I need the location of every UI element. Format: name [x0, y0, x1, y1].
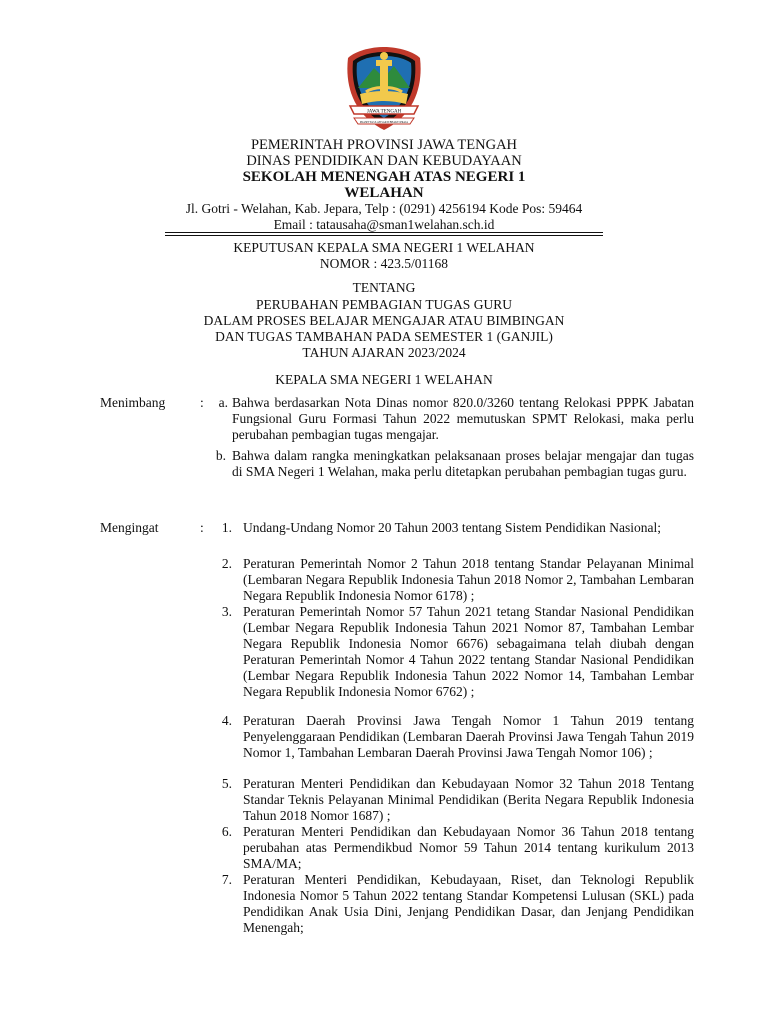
decree-heading	[0, 240, 768, 272]
menimbang-marker-b: b.	[215, 448, 226, 463]
mengingat-label: Mengingat	[100, 520, 159, 535]
letterhead-government: PEMERINTAH PROVINSI JAWA TENGAH	[250, 137, 518, 153]
mengingat-marker-2: 2.	[221, 556, 232, 571]
letterhead-town: WELAHAN	[344, 185, 424, 201]
decree-number: NOMOR : 423.5/01168	[319, 256, 449, 271]
mengingat-marker-5: 5.	[221, 776, 232, 791]
emblem-ribbon-text: JAWA TENGAH	[366, 109, 402, 115]
decree-subject-line-4: TAHUN AJARAN 2023/2024	[302, 345, 466, 360]
mengingat-marker-1: 1.	[221, 520, 232, 535]
menimbang-colon: :	[200, 395, 204, 410]
letterhead-divider-top	[165, 232, 603, 233]
decree-subject-line-2: DALAM PROSES BELAJAR MENGAJAR ATAU BIMBINGAN	[203, 313, 565, 328]
mengingat-marker-4: 4.	[221, 713, 232, 728]
mengingat-marker-3: 3.	[221, 604, 232, 619]
jawa-tengah-emblem-icon	[344, 44, 424, 132]
letterhead-department: DINAS PENDIDIKAN DAN KEBUDAYAAN	[246, 153, 522, 169]
mengingat-item-5: Peraturan Menteri Pendidikan dan Kebudayaan Nomor 32 Tahun 2018 Tentang Standar Teknis Pelayanan Minimal Pendidikan (Berita Negara Republik Indonesia Tahun 2018 Nomor 1687) ;	[243, 776, 694, 823]
letterhead-address: Jl. Gotri - Welahan, Kab. Jepara, Telp : (0291) 4256194 Kode Pos: 59464	[185, 201, 583, 216]
emblem-motto-text: PRASETYA ULAH SAKTI BHAKTI PRAJA	[359, 120, 409, 124]
menimbang-item-a: Bahwa berdasarkan Nota Dinas nomor 820.0/3260 tentang Relokasi PPPK Jabatan Fungsional Guru Formasi Tahun 2022 memutuskan SPMT Relokasi, maka perlu perubahan pembagian tugas mengajar.	[232, 395, 694, 442]
decree-subject-line-1: PERUBAHAN PEMBAGIAN TUGAS GURU	[256, 297, 512, 312]
letterhead-divider-bottom	[165, 235, 603, 236]
mengingat-item-4: Peraturan Daerah Provinsi Jawa Tengah Nomor 1 Tahun 2019 tentang Penyelenggaraan Pendidikan (Lembaran Daerah Provinsi Jawa Tengah Tahun 2019 Nomor 1, Tambahan Lembaran Daerah Provinsi Jawa Tengah Nomor 106) ;	[243, 713, 694, 760]
mengingat-item-6: Peraturan Menteri Pendidikan dan Kebudayaan Nomor 36 Tahun 2018 tentang perubahan atas Permendikbud Nomor 59 Tahun 2014 tentang kurikulum 2013 SMA/MA;	[243, 824, 694, 871]
menimbang-marker-a: a.	[218, 395, 228, 410]
mengingat-marker-6: 6.	[221, 824, 232, 839]
menimbang-item-b: Bahwa dalam rangka meningkatkan pelaksanaan proses belajar mengajar dan tugas di SMA Negeri 1 Welahan, maka perlu ditetapkan perubahan pembagian tugas guru.	[232, 448, 694, 479]
mengingat-marker-7: 7.	[221, 872, 232, 887]
mengingat-item-2: Peraturan Pemerintah Nomor 2 Tahun 2018 tentang Standar Pelayanan Minimal (Lembaran Negara Republik Indonesia Tahun 2018 Nomor 2, Tambahan Lembaran Negara Republik Indonesia Nomor 6178) ;	[243, 556, 694, 603]
mengingat-item-7: Peraturan Menteri Pendidikan, Kebudayaan, Riset, dan Teknologi Republik Indonesia Nomor 5 Tahun 2022 tentang Standar Kompetensi Lulusan (SKL) pada Pendidikan Anak Usia Dini, Jenjang Pendidikan Dasar, dan Jenjang Pendidikan Menengah;	[243, 872, 694, 935]
decree-title: KEPUTUSAN KEPALA SMA NEGERI 1 WELAHAN	[233, 240, 535, 255]
decree-about: TENTANG	[352, 280, 416, 295]
menimbang-label: Menimbang	[100, 395, 166, 410]
mengingat-colon: :	[200, 520, 204, 535]
decree-issuer: KEPALA SMA NEGERI 1 WELAHAN	[275, 372, 493, 387]
letterhead-school: SEKOLAH MENENGAH ATAS NEGERI 1	[242, 169, 526, 185]
mengingat-item-3: Peraturan Pemerintah Nomor 57 Tahun 2021 tetang Standar Nasional Pendidikan (Lembar Negara Republik Indonesia Tahun 2021 Nomor 87, Tambahan Lembar Negara Republik Indonesia Nomor 6676) sebagaimana telah diubah dengan Peraturan Pemerintah Nomor 4 Tahun 2022 tentang Standar Nasional Pendidikan (Lembar Negara Republik Indonesia Tahun 2022 Nomor 14, Tambahan Lembar Negara Republik Indonesia Nomor 6762) ;	[243, 604, 694, 699]
mengingat-item-1: Undang-Undang Nomor 20 Tahun 2003 tentang Sistem Pendidikan Nasional;	[243, 520, 661, 535]
decree-subject-line-3: DAN TUGAS TAMBAHAN PADA SEMESTER 1 (GANJIL)	[215, 329, 553, 344]
decree-subject	[0, 297, 768, 361]
letterhead	[0, 137, 768, 233]
letterhead-email: Email : tatausaha@sman1welahan.sch.id	[273, 217, 495, 232]
